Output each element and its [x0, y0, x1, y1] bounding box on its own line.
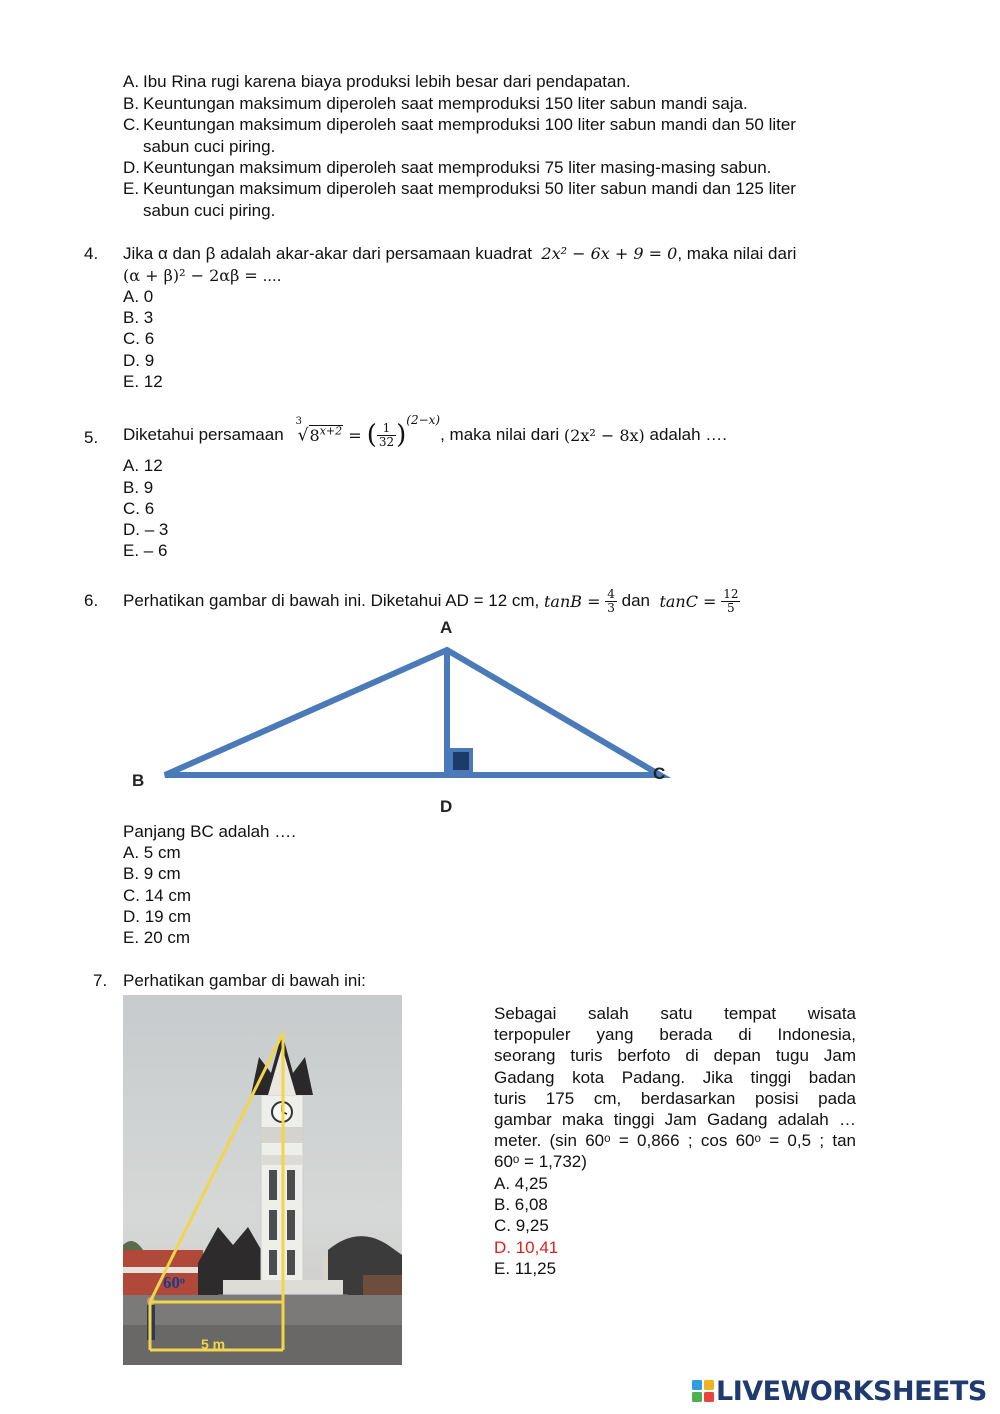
angle-label: 60ᵒ	[163, 1273, 185, 1292]
q3-option-a: A. Ibu Rina rugi karena biaya produksi lebih besar dari pendapatan.	[123, 72, 631, 91]
q6-option-b: B. 9 cm	[123, 864, 181, 883]
q3-option-b: B. Keuntungan maksimum diperoleh saat memproduksi 150 liter sabun mandi saja.	[123, 94, 748, 113]
q5-option-c: C. 6	[123, 499, 155, 518]
q7-option-d-answer: D. 10,41	[494, 1238, 559, 1257]
q4-option-d: D. 9	[123, 351, 155, 370]
jam-gadang-photo	[123, 995, 402, 1365]
q4-option-b: B. 3	[123, 308, 154, 327]
q3-option-d: D. Keuntungan maksimum diperoleh saat memproduksi 75 liter masing-masing sabun.	[123, 158, 772, 177]
q5-option-d: D. – 3	[123, 520, 169, 539]
q3-option-c: C. Keuntungan maksimum diperoleh saat memproduksi 100 liter sabun mandi dan 50 liter	[123, 115, 796, 134]
q4-option-a: A. 0	[123, 287, 154, 306]
q4-stem: Jika α dan β adalah akar-akar dari persamaan kuadrat 2x² − 6x + 9 = 0, maka nilai dari	[123, 244, 797, 263]
q4-option-e: E. 12	[123, 372, 163, 391]
q6-stem: Perhatikan gambar di bawah ini. Diketahui AD = 12 cm, tanB = $\frac{4}{3}$ dan tanC = $\frac{12}{5}$	[123, 586, 739, 615]
q4-option-c: C. 6	[123, 329, 155, 348]
q3-option-e: E. Keuntungan maksimum diperoleh saat memproduksi 50 liter sabun mandi dan 125 liter	[123, 179, 796, 198]
q6-option-e: E. 20 cm	[123, 928, 191, 947]
distance-label: 5 m	[201, 1336, 226, 1352]
q4-number: 4.	[84, 244, 99, 263]
q7-option-e: E. 11,25	[494, 1259, 557, 1278]
right-angle-marker	[451, 750, 471, 772]
vertex-label-c: C	[653, 764, 666, 783]
vertex-label-b: B	[132, 771, 145, 790]
q6-number: 6.	[84, 591, 99, 610]
q6-question: Panjang BC adalah ….	[123, 822, 296, 841]
q6-option-a: A. 5 cm	[123, 843, 181, 862]
triangle-abc	[165, 650, 660, 775]
q3-option-e-cont: sabun cuci piring.	[143, 201, 276, 220]
liveworksheets-grid-icon	[692, 1380, 714, 1402]
q5-stem: Diketahui persamaan 3 $√8^{x+2}$ = ( $\frac{1}{32}$ ) (2−x) , maka nilai dari (2x² − 8x) adalah ….	[123, 413, 728, 450]
q7-option-c: C. 9,25	[494, 1216, 549, 1235]
liveworksheets-wordmark: LIVEWORKSHEETS	[716, 1375, 987, 1407]
liveworksheets-logo	[692, 1376, 987, 1406]
triangle-diagram	[120, 615, 680, 825]
q6-option-c: C. 14 cm	[123, 886, 192, 905]
q3-option-c-cont: sabun cuci piring.	[143, 137, 276, 156]
vertex-label-d: D	[440, 797, 453, 816]
q7-number: 7.	[93, 971, 108, 990]
vertex-label-a: A	[440, 618, 453, 637]
q4-expression: (α + β)² − 2αβ = ....	[123, 266, 282, 285]
q7-stem: Perhatikan gambar di bawah ini:	[123, 971, 366, 990]
q5-fraction: $\frac{1}{32}$	[378, 420, 395, 449]
q5-number: 5.	[84, 428, 99, 447]
q7-paragraph: Sebagai salah satu tempat wisata terpopuler yang berada di Indonesia, seorang turis berfoto di depan tugu Jam Gadang kota Padang. Jika tinggi badan turis 175 cm, berdasarkan posisi pada gambar maka tinggi Jam Gadang adalah … meter. (sin 60ᵒ = 0,866 ; cos 60ᵒ = 0,5 ; tan 60ᵒ = 1,732)	[494, 1004, 856, 1172]
q5-option-a: A. 12	[123, 456, 163, 475]
q5-option-e: E. – 6	[123, 541, 168, 560]
q5-cube-root: 3 $√8^{x+2}$	[295, 416, 343, 446]
q6-option-d: D. 19 cm	[123, 907, 192, 926]
q7-option-b: B. 6,08	[494, 1195, 548, 1214]
q7-option-a: A. 4,25	[494, 1174, 548, 1193]
q5-option-b: B. 9	[123, 478, 154, 497]
